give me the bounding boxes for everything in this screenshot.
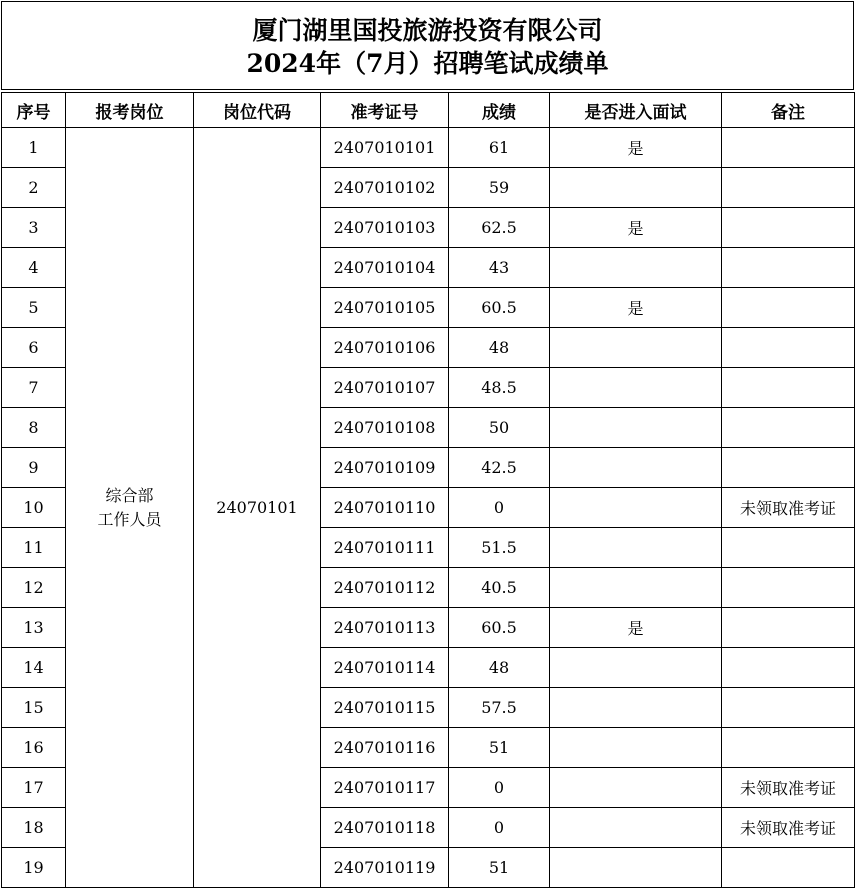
cell-note <box>722 848 855 888</box>
cell-score: 0 <box>449 808 550 848</box>
cell-interview <box>550 528 722 568</box>
cell-score: 60.5 <box>449 288 550 328</box>
cell-note: 未领取准考证 <box>722 808 855 848</box>
cell-interview <box>550 248 722 288</box>
cell-no: 14 <box>2 648 66 688</box>
cell-interview <box>550 168 722 208</box>
cell-score: 48 <box>449 328 550 368</box>
cell-score: 43 <box>449 248 550 288</box>
cell-interview <box>550 728 722 768</box>
cell-no: 15 <box>2 688 66 728</box>
cell-interview: 是 <box>550 608 722 648</box>
cell-note <box>722 288 855 328</box>
cell-note <box>722 688 855 728</box>
cell-no: 8 <box>2 408 66 448</box>
cell-position-name <box>66 128 194 888</box>
cell-no: 17 <box>2 768 66 808</box>
header-interview: 是否进入面试 <box>550 93 722 128</box>
cell-no: 11 <box>2 528 66 568</box>
cell-note <box>722 728 855 768</box>
cell-interview: 是 <box>550 208 722 248</box>
cell-note: 未领取准考证 <box>722 768 855 808</box>
cell-interview <box>550 368 722 408</box>
cell-exam-id: 2407010118 <box>321 808 449 848</box>
cell-score: 61 <box>449 128 550 168</box>
cell-exam-id: 2407010111 <box>321 528 449 568</box>
cell-exam-id: 2407010108 <box>321 408 449 448</box>
cell-note <box>722 528 855 568</box>
cell-interview <box>550 448 722 488</box>
cell-no: 7 <box>2 368 66 408</box>
table-row <box>2 128 855 168</box>
cell-no: 3 <box>2 208 66 248</box>
cell-exam-id: 2407010117 <box>321 768 449 808</box>
header-position-code: 岗位代码 <box>194 93 321 128</box>
cell-score: 40.5 <box>449 568 550 608</box>
header-position: 报考岗位 <box>66 93 194 128</box>
cell-exam-id: 2407010112 <box>321 568 449 608</box>
cell-no: 10 <box>2 488 66 528</box>
cell-exam-id: 2407010109 <box>321 448 449 488</box>
cell-interview <box>550 688 722 728</box>
cell-score: 51 <box>449 728 550 768</box>
cell-interview <box>550 808 722 848</box>
cell-exam-id: 2407010110 <box>321 488 449 528</box>
cell-no: 5 <box>2 288 66 328</box>
cell-no: 4 <box>2 248 66 288</box>
cell-interview <box>550 648 722 688</box>
cell-exam-id: 2407010119 <box>321 848 449 888</box>
cell-no: 9 <box>2 448 66 488</box>
cell-exam-id: 2407010101 <box>321 128 449 168</box>
cell-note: 未领取准考证 <box>722 488 855 528</box>
cell-no: 6 <box>2 328 66 368</box>
title-company: 厦门湖里国投旅游投资有限公司 <box>252 16 603 45</box>
cell-note <box>722 368 855 408</box>
cell-score: 48.5 <box>449 368 550 408</box>
cell-exam-id: 2407010113 <box>321 608 449 648</box>
header-no: 序号 <box>2 93 66 128</box>
cell-interview: 是 <box>550 128 722 168</box>
cell-exam-id: 2407010103 <box>321 208 449 248</box>
cell-no: 1 <box>2 128 66 168</box>
cell-interview <box>550 408 722 448</box>
cell-interview <box>550 768 722 808</box>
cell-position-code: 24070101 <box>194 128 321 888</box>
cell-note <box>722 408 855 448</box>
title-subtitle: 2024年（7月）招聘笔试成绩单 <box>246 49 609 78</box>
cell-score: 57.5 <box>449 688 550 728</box>
header-score: 成绩 <box>449 93 550 128</box>
cell-note <box>722 648 855 688</box>
cell-note <box>722 568 855 608</box>
cell-exam-id: 2407010102 <box>321 168 449 208</box>
cell-score: 60.5 <box>449 608 550 648</box>
cell-score: 42.5 <box>449 448 550 488</box>
cell-note <box>722 608 855 648</box>
header-exam-id: 准考证号 <box>321 93 449 128</box>
cell-exam-id: 2407010114 <box>321 648 449 688</box>
cell-score: 59 <box>449 168 550 208</box>
cell-score: 51 <box>449 848 550 888</box>
cell-exam-id: 2407010107 <box>321 368 449 408</box>
cell-note <box>722 328 855 368</box>
cell-score: 62.5 <box>449 208 550 248</box>
score-table <box>1 92 855 888</box>
cell-note <box>722 128 855 168</box>
cell-score: 0 <box>449 768 550 808</box>
position-name-line2: 工作人员 <box>97 509 162 529</box>
cell-interview: 是 <box>550 288 722 328</box>
cell-score: 0 <box>449 488 550 528</box>
cell-interview <box>550 568 722 608</box>
cell-exam-id: 2407010115 <box>321 688 449 728</box>
cell-note <box>722 168 855 208</box>
cell-no: 16 <box>2 728 66 768</box>
cell-score: 48 <box>449 648 550 688</box>
cell-interview <box>550 488 722 528</box>
cell-no: 18 <box>2 808 66 848</box>
cell-no: 2 <box>2 168 66 208</box>
cell-exam-id: 2407010105 <box>321 288 449 328</box>
cell-exam-id: 2407010116 <box>321 728 449 768</box>
cell-note <box>722 248 855 288</box>
header-note: 备注 <box>722 93 855 128</box>
cell-no: 13 <box>2 608 66 648</box>
cell-interview <box>550 848 722 888</box>
cell-note <box>722 208 855 248</box>
cell-exam-id: 2407010106 <box>321 328 449 368</box>
cell-note <box>722 448 855 488</box>
cell-no: 19 <box>2 848 66 888</box>
cell-no: 12 <box>2 568 66 608</box>
document-title <box>1 1 854 90</box>
cell-exam-id: 2407010104 <box>321 248 449 288</box>
header-row <box>2 93 855 128</box>
cell-score: 51.5 <box>449 528 550 568</box>
cell-score: 50 <box>449 408 550 448</box>
position-name-line1: 综合部 <box>105 485 154 505</box>
cell-interview <box>550 328 722 368</box>
